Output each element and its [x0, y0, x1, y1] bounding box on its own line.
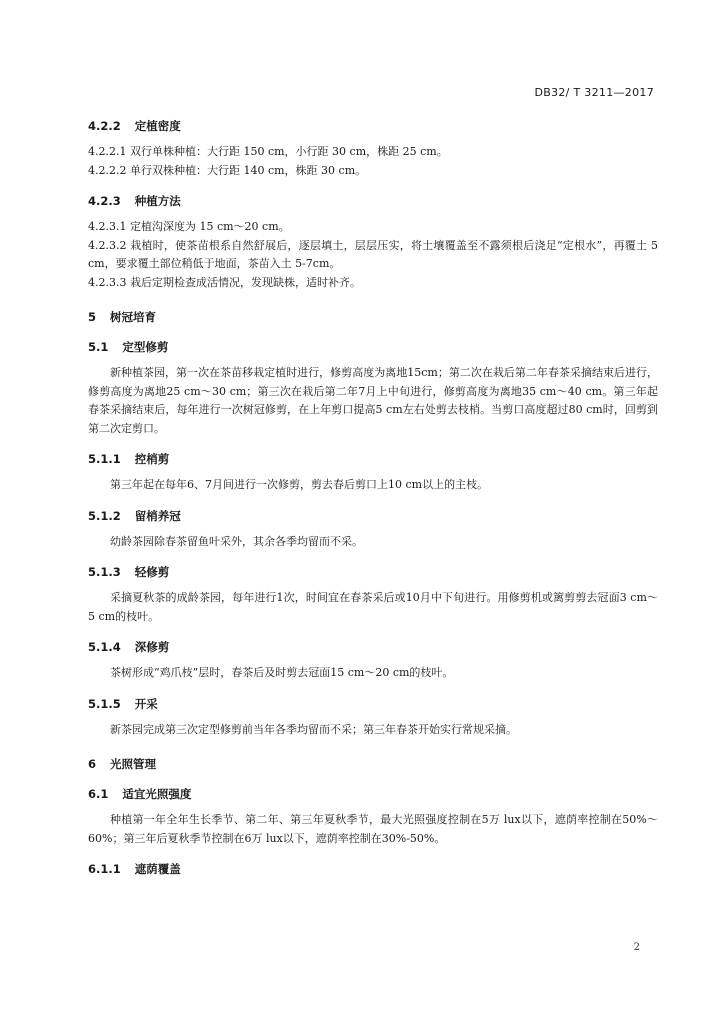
paragraph-5-1-5: 新茶园完成第三次定型修剪前当年各季均留而不采；第三年春茶开始实行常规采摘。 [110, 722, 517, 736]
clause-4-2-3-1: 4.2.3.1 定植沟深度为 15 cm～20 cm。 [88, 220, 290, 233]
heading-number: 5.1.1 [88, 452, 121, 466]
heading-title: 光照管理 [110, 757, 157, 771]
heading-number: 6.1 [88, 787, 109, 801]
heading-number: 4.2.2 [88, 119, 121, 133]
paragraph-5-1-3: 采摘夏秋茶的成龄茶园，每年进行1次，时间宜在春茶采后或10月中下旬进行。用修剪机或篱剪剪去冠面3 cm～5 cm的枝叶。 [88, 591, 658, 623]
paragraph-5-1: 新种植茶园，第一次在茶苗移栽定植时进行，修剪高度为离地15cm；第二次在栽后第二年春茶采摘结束后进行，修剪高度为离地25 cm～30 cm；第三次在栽后第二年7月上中旬进行，修剪高度为离地35 cm～40 cm。第三年起春茶采摘结束后，每年进行一次树冠修剪，在上年剪口提高5 cm左右处剪去枝梢。当剪口高度超过80 cm时，回剪到第二次定剪口。 [88, 366, 658, 435]
clause-4-2-2-2: 4.2.2.2 单行双株种植：大行距 140 cm，株距 30 cm。 [88, 163, 367, 177]
heading-number: 5.1.2 [88, 508, 121, 523]
heading-title: 深修剪 [134, 640, 170, 654]
heading-title: 遮荫覆盖 [134, 862, 181, 876]
paragraph-6-1: 种植第一年全年生长季节、第二年、第三年夏秋季节，最大光照强度控制在5万 lux以下，遮荫率控制在50%～60%；第三年后夏秋季节控制在6万 lux以下，遮荫率控制在30%-50%。 [88, 813, 658, 845]
heading-5-1-3 [88, 563, 658, 581]
heading-title: 种植方法 [134, 194, 181, 208]
document-body [88, 117, 658, 878]
heading-5-1-1 [88, 450, 658, 468]
clause-4-2-3-3: 4.2.3.3 栽后定期检查成活情况，发现缺株，适时补齐。 [88, 275, 361, 289]
heading-6-1-1 [88, 860, 658, 878]
paragraph-5-1-2: 幼龄茶园除春茶留鱼叶采外，其余各季均留而不采。 [110, 534, 363, 548]
heading-5-1 [88, 338, 658, 356]
heading-number: 5.1 [88, 340, 109, 354]
heading-6-1 [88, 785, 658, 803]
heading-5-1-5 [88, 695, 658, 713]
heading-title: 定型修剪 [122, 340, 169, 354]
heading-title: 开采 [134, 696, 158, 711]
page-number: 2 [633, 942, 640, 953]
heading-5 [88, 308, 658, 326]
heading-title: 树冠培育 [110, 310, 157, 324]
clause-4-2-3-2: 4.2.3.2 栽植时，使茶苗根系自然舒展后，逐层填土，层层压实，将土壤覆盖至不露须根后浇足“定根水”，再覆土 5 cm，要求覆土部位稍低于地面，茶苗入土 5-7cm。 [88, 238, 658, 270]
heading-4-2-2 [88, 117, 658, 135]
heading-title: 定植密度 [134, 119, 181, 133]
heading-4-2-3 [88, 192, 658, 210]
heading-title: 轻修剪 [134, 565, 170, 579]
heading-5-1-2 [88, 507, 658, 525]
heading-5-1-4 [88, 638, 658, 656]
heading-number: 5.1.3 [88, 565, 121, 579]
heading-number: 5 [88, 310, 97, 324]
paragraph-5-1-1: 第三年起在每年6、7月间进行一次修剪，剪去春后剪口上10 cm以上的主枝。 [110, 478, 489, 491]
paragraph-5-1-4: 茶树形成“鸡爪枝”层时，春茶后及时剪去冠面15 cm～20 cm的枝叶。 [110, 666, 454, 679]
heading-number: 6 [88, 757, 97, 771]
heading-number: 6.1.1 [88, 862, 121, 876]
heading-number: 5.1.4 [88, 640, 121, 654]
clause-4-2-2-1: 4.2.2.1 双行单株种植：大行距 150 cm，小行距 30 cm，株距 25 cm。 [88, 145, 448, 158]
heading-title: 适宜光照强度 [122, 787, 192, 801]
heading-title: 控梢剪 [134, 452, 170, 466]
heading-number: 5.1.5 [88, 696, 121, 711]
heading-title: 留梢养冠 [134, 508, 181, 523]
document-code: DB32/ T 3211—2017 [534, 86, 654, 99]
heading-6 [88, 755, 658, 773]
heading-number: 4.2.3 [88, 194, 121, 208]
